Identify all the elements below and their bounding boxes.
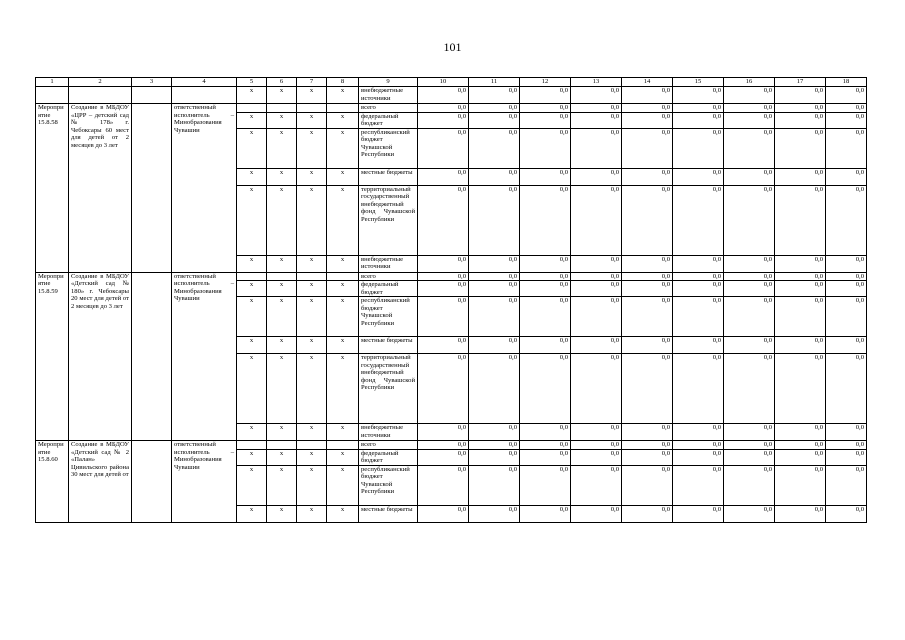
amount-cell: 0,0 (469, 354, 520, 424)
x-mark: x (297, 505, 327, 522)
x-mark: x (267, 185, 297, 255)
empty-cell (132, 441, 172, 523)
amount-cell: 0,0 (418, 465, 469, 505)
amount-cell: 0,0 (622, 255, 673, 272)
amount-cell: 0,0 (673, 441, 724, 450)
x-mark: x (237, 87, 267, 104)
column-number-row (36, 78, 867, 87)
x-mark (327, 441, 359, 450)
amount-cell: 0,0 (826, 424, 867, 441)
x-mark: x (237, 449, 267, 465)
amount-cell: 0,0 (571, 297, 622, 337)
amount-cell: 0,0 (469, 112, 520, 128)
x-mark: x (237, 281, 267, 297)
x-mark: x (327, 337, 359, 354)
amount-cell: 0,0 (775, 281, 826, 297)
x-mark (297, 104, 327, 113)
x-mark (297, 272, 327, 281)
x-mark: x (327, 354, 359, 424)
page-number: 101 (443, 40, 462, 54)
amount-cell: 0,0 (571, 128, 622, 168)
funding-source: республиканский бюджет Чувашской Республики (359, 128, 418, 168)
column-number: 1 (36, 78, 69, 87)
amount-cell: 0,0 (724, 104, 775, 113)
amount-cell: 0,0 (520, 424, 571, 441)
x-mark: x (327, 168, 359, 185)
amount-cell: 0,0 (622, 297, 673, 337)
x-mark: x (297, 112, 327, 128)
x-mark: x (297, 449, 327, 465)
amount-cell: 0,0 (622, 424, 673, 441)
amount-cell: 0,0 (775, 255, 826, 272)
amount-cell: 0,0 (724, 354, 775, 424)
x-mark: x (267, 505, 297, 522)
event-code: Мероприятие 15.8.58 (36, 104, 69, 273)
amount-cell: 0,0 (775, 505, 826, 522)
column-number: 15 (673, 78, 724, 87)
amount-cell: 0,0 (469, 337, 520, 354)
amount-cell: 0,0 (571, 87, 622, 104)
x-mark: x (327, 87, 359, 104)
x-mark: x (237, 112, 267, 128)
empty-cell (132, 272, 172, 441)
amount-cell: 0,0 (418, 87, 469, 104)
amount-cell: 0,0 (418, 441, 469, 450)
amount-cell: 0,0 (673, 128, 724, 168)
amount-cell: 0,0 (673, 449, 724, 465)
column-number: 5 (237, 78, 267, 87)
amount-cell: 0,0 (775, 354, 826, 424)
column-number: 13 (571, 78, 622, 87)
amount-cell: 0,0 (724, 272, 775, 281)
x-mark: x (267, 168, 297, 185)
amount-cell: 0,0 (622, 449, 673, 465)
amount-cell: 0,0 (520, 297, 571, 337)
amount-cell: 0,0 (826, 449, 867, 465)
amount-cell: 0,0 (520, 87, 571, 104)
amount-cell: 0,0 (520, 112, 571, 128)
column-number: 8 (327, 78, 359, 87)
amount-cell: 0,0 (469, 185, 520, 255)
amount-cell: 0,0 (571, 424, 622, 441)
amount-cell: 0,0 (469, 424, 520, 441)
amount-cell: 0,0 (724, 281, 775, 297)
amount-cell: 0,0 (622, 168, 673, 185)
funding-source: местные бюджеты (359, 168, 418, 185)
amount-cell: 0,0 (775, 112, 826, 128)
amount-cell: 0,0 (622, 104, 673, 113)
amount-cell: 0,0 (673, 104, 724, 113)
empty-cell (69, 87, 132, 104)
x-mark: x (267, 424, 297, 441)
table-row (36, 272, 867, 281)
amount-cell: 0,0 (724, 185, 775, 255)
amount-cell: 0,0 (571, 112, 622, 128)
x-mark: x (297, 185, 327, 255)
x-mark: x (327, 465, 359, 505)
amount-cell: 0,0 (520, 337, 571, 354)
column-number: 18 (826, 78, 867, 87)
x-mark: x (267, 128, 297, 168)
amount-cell: 0,0 (673, 272, 724, 281)
column-number: 2 (69, 78, 132, 87)
x-mark: x (237, 168, 267, 185)
funding-source: внебюджетные источники (359, 255, 418, 272)
amount-cell: 0,0 (622, 505, 673, 522)
column-number: 3 (132, 78, 172, 87)
amount-cell: 0,0 (418, 297, 469, 337)
amount-cell: 0,0 (826, 168, 867, 185)
amount-cell: 0,0 (622, 281, 673, 297)
funding-source: всего (359, 104, 418, 113)
amount-cell: 0,0 (724, 255, 775, 272)
x-mark: x (327, 112, 359, 128)
amount-cell: 0,0 (571, 354, 622, 424)
event-executor: ответственный исполнитель – Минобразования Чувашии (172, 272, 237, 441)
amount-cell: 0,0 (520, 255, 571, 272)
funding-source: федеральный бюджет (359, 112, 418, 128)
amount-cell: 0,0 (673, 505, 724, 522)
amount-cell: 0,0 (418, 104, 469, 113)
amount-cell: 0,0 (469, 449, 520, 465)
funding-source: республиканский бюджет Чувашской Республики (359, 297, 418, 337)
x-mark: x (297, 297, 327, 337)
amount-cell: 0,0 (673, 297, 724, 337)
amount-cell: 0,0 (520, 185, 571, 255)
amount-cell: 0,0 (775, 272, 826, 281)
amount-cell: 0,0 (469, 281, 520, 297)
amount-cell: 0,0 (826, 505, 867, 522)
x-mark (237, 104, 267, 113)
amount-cell: 0,0 (622, 128, 673, 168)
x-mark: x (267, 281, 297, 297)
column-number: 14 (622, 78, 673, 87)
amount-cell: 0,0 (469, 441, 520, 450)
x-mark: x (297, 465, 327, 505)
amount-cell: 0,0 (775, 104, 826, 113)
column-number: 10 (418, 78, 469, 87)
amount-cell: 0,0 (826, 354, 867, 424)
x-mark: x (237, 297, 267, 337)
x-mark: x (327, 281, 359, 297)
amount-cell: 0,0 (418, 112, 469, 128)
event-executor: ответственный исполнитель – Минобразования Чувашии (172, 104, 237, 273)
funding-source: территориальный государственный внебюджетный фонд Чувашской Республики (359, 185, 418, 255)
amount-cell: 0,0 (826, 297, 867, 337)
amount-cell: 0,0 (469, 87, 520, 104)
empty-cell (36, 87, 69, 104)
amount-cell: 0,0 (622, 185, 673, 255)
funding-source: всего (359, 441, 418, 450)
event-name: Создание в МБДОУ «Детский сад № 2 «Палан» Цивильского района 30 мест для детей от (69, 441, 132, 523)
amount-cell: 0,0 (724, 112, 775, 128)
amount-cell: 0,0 (418, 255, 469, 272)
amount-cell: 0,0 (622, 112, 673, 128)
amount-cell: 0,0 (826, 337, 867, 354)
amount-cell: 0,0 (724, 441, 775, 450)
funding-source: местные бюджеты (359, 337, 418, 354)
empty-cell (132, 87, 172, 104)
amount-cell: 0,0 (724, 297, 775, 337)
amount-cell: 0,0 (622, 272, 673, 281)
amount-cell: 0,0 (775, 168, 826, 185)
amount-cell: 0,0 (724, 465, 775, 505)
amount-cell: 0,0 (775, 465, 826, 505)
x-mark (327, 104, 359, 113)
amount-cell: 0,0 (724, 424, 775, 441)
amount-cell: 0,0 (826, 87, 867, 104)
amount-cell: 0,0 (520, 465, 571, 505)
amount-cell: 0,0 (469, 168, 520, 185)
funding-source: внебюджетные источники (359, 87, 418, 104)
amount-cell: 0,0 (520, 104, 571, 113)
amount-cell: 0,0 (418, 185, 469, 255)
x-mark (267, 272, 297, 281)
amount-cell: 0,0 (673, 255, 724, 272)
x-mark (267, 104, 297, 113)
amount-cell: 0,0 (775, 185, 826, 255)
funding-source: территориальный государственный внебюджетный фонд Чувашской Республики (359, 354, 418, 424)
x-mark: x (237, 465, 267, 505)
amount-cell: 0,0 (418, 505, 469, 522)
amount-cell: 0,0 (775, 297, 826, 337)
x-mark (237, 441, 267, 450)
amount-cell: 0,0 (724, 337, 775, 354)
x-mark: x (267, 112, 297, 128)
x-mark: x (267, 449, 297, 465)
amount-cell: 0,0 (418, 337, 469, 354)
amount-cell: 0,0 (571, 505, 622, 522)
x-mark: x (327, 255, 359, 272)
table-row (36, 104, 867, 113)
amount-cell: 0,0 (826, 441, 867, 450)
x-mark: x (267, 354, 297, 424)
budget-table (35, 77, 867, 523)
amount-cell: 0,0 (724, 87, 775, 104)
amount-cell: 0,0 (826, 465, 867, 505)
amount-cell: 0,0 (469, 505, 520, 522)
amount-cell: 0,0 (622, 354, 673, 424)
column-number: 12 (520, 78, 571, 87)
amount-cell: 0,0 (724, 168, 775, 185)
x-mark: x (297, 354, 327, 424)
funding-source: внебюджетные источники (359, 424, 418, 441)
x-mark (327, 272, 359, 281)
column-number: 9 (359, 78, 418, 87)
amount-cell: 0,0 (826, 104, 867, 113)
x-mark: x (327, 185, 359, 255)
amount-cell: 0,0 (520, 449, 571, 465)
amount-cell: 0,0 (571, 168, 622, 185)
x-mark: x (327, 505, 359, 522)
amount-cell: 0,0 (520, 354, 571, 424)
x-mark: x (297, 281, 327, 297)
x-mark: x (237, 424, 267, 441)
amount-cell: 0,0 (775, 128, 826, 168)
amount-cell: 0,0 (571, 465, 622, 505)
amount-cell: 0,0 (724, 128, 775, 168)
x-mark: x (297, 255, 327, 272)
amount-cell: 0,0 (418, 168, 469, 185)
empty-cell (132, 104, 172, 273)
amount-cell: 0,0 (775, 441, 826, 450)
amount-cell: 0,0 (571, 104, 622, 113)
column-number: 7 (297, 78, 327, 87)
amount-cell: 0,0 (673, 281, 724, 297)
x-mark: x (327, 449, 359, 465)
column-number: 17 (775, 78, 826, 87)
funding-source: всего (359, 272, 418, 281)
x-mark: x (267, 255, 297, 272)
event-name: Создание в МБДОУ «Детский сад № 180» г. Чебоксары 20 мест для детей от 2 месяцев до 3 лет (69, 272, 132, 441)
amount-cell: 0,0 (469, 465, 520, 505)
funding-source: федеральный бюджет (359, 281, 418, 297)
amount-cell: 0,0 (826, 185, 867, 255)
amount-cell: 0,0 (571, 337, 622, 354)
amount-cell: 0,0 (622, 441, 673, 450)
empty-cell (172, 87, 237, 104)
amount-cell: 0,0 (673, 337, 724, 354)
amount-cell: 0,0 (520, 128, 571, 168)
amount-cell: 0,0 (673, 424, 724, 441)
amount-cell: 0,0 (520, 272, 571, 281)
amount-cell: 0,0 (622, 465, 673, 505)
amount-cell: 0,0 (673, 87, 724, 104)
amount-cell: 0,0 (571, 449, 622, 465)
amount-cell: 0,0 (520, 281, 571, 297)
x-mark: x (267, 337, 297, 354)
column-number: 11 (469, 78, 520, 87)
amount-cell: 0,0 (673, 354, 724, 424)
amount-cell: 0,0 (673, 185, 724, 255)
amount-cell: 0,0 (622, 337, 673, 354)
x-mark: x (327, 424, 359, 441)
amount-cell: 0,0 (622, 87, 673, 104)
amount-cell: 0,0 (826, 255, 867, 272)
amount-cell: 0,0 (826, 112, 867, 128)
x-mark (297, 441, 327, 450)
x-mark: x (237, 337, 267, 354)
amount-cell: 0,0 (826, 281, 867, 297)
x-mark: x (237, 128, 267, 168)
amount-cell: 0,0 (826, 128, 867, 168)
x-mark: x (297, 128, 327, 168)
funding-source: республиканский бюджет Чувашской Республики (359, 465, 418, 505)
amount-cell: 0,0 (571, 281, 622, 297)
amount-cell: 0,0 (673, 168, 724, 185)
amount-cell: 0,0 (469, 104, 520, 113)
x-mark (237, 272, 267, 281)
amount-cell: 0,0 (775, 449, 826, 465)
amount-cell: 0,0 (418, 354, 469, 424)
amount-cell: 0,0 (571, 185, 622, 255)
column-number: 6 (267, 78, 297, 87)
funding-source: местные бюджеты (359, 505, 418, 522)
amount-cell: 0,0 (520, 505, 571, 522)
event-code: Мероприятие 15.8.60 (36, 441, 69, 523)
amount-cell: 0,0 (469, 297, 520, 337)
amount-cell: 0,0 (418, 128, 469, 168)
amount-cell: 0,0 (520, 441, 571, 450)
amount-cell: 0,0 (469, 272, 520, 281)
amount-cell: 0,0 (418, 449, 469, 465)
x-mark: x (237, 255, 267, 272)
amount-cell: 0,0 (418, 281, 469, 297)
x-mark: x (237, 505, 267, 522)
amount-cell: 0,0 (775, 424, 826, 441)
amount-cell: 0,0 (571, 441, 622, 450)
amount-cell: 0,0 (571, 272, 622, 281)
amount-cell: 0,0 (724, 449, 775, 465)
x-mark: x (297, 87, 327, 104)
amount-cell: 0,0 (520, 168, 571, 185)
column-number: 4 (172, 78, 237, 87)
x-mark (267, 441, 297, 450)
event-code: Мероприятие 15.8.59 (36, 272, 69, 441)
x-mark: x (327, 297, 359, 337)
amount-cell: 0,0 (469, 255, 520, 272)
x-mark: x (297, 337, 327, 354)
x-mark: x (267, 87, 297, 104)
table-row (36, 441, 867, 450)
x-mark: x (267, 297, 297, 337)
event-name: Создание в МБДОУ «ЦРР – детский сад № 178» г. Чебоксары 60 мест для детей от 2 месяцев до 3 лет (69, 104, 132, 273)
amount-cell: 0,0 (775, 337, 826, 354)
amount-cell: 0,0 (724, 505, 775, 522)
x-mark: x (297, 168, 327, 185)
amount-cell: 0,0 (418, 272, 469, 281)
amount-cell: 0,0 (775, 87, 826, 104)
amount-cell: 0,0 (469, 128, 520, 168)
table-row (36, 87, 867, 104)
event-executor: ответственный исполнитель – Минобразования Чувашии (172, 441, 237, 523)
amount-cell: 0,0 (418, 424, 469, 441)
amount-cell: 0,0 (826, 272, 867, 281)
funding-source: федеральный бюджет (359, 449, 418, 465)
x-mark: x (327, 128, 359, 168)
x-mark: x (237, 185, 267, 255)
x-mark: x (267, 465, 297, 505)
amount-cell: 0,0 (673, 465, 724, 505)
amount-cell: 0,0 (673, 112, 724, 128)
column-number: 16 (724, 78, 775, 87)
amount-cell: 0,0 (571, 255, 622, 272)
x-mark: x (297, 424, 327, 441)
x-mark: x (237, 354, 267, 424)
